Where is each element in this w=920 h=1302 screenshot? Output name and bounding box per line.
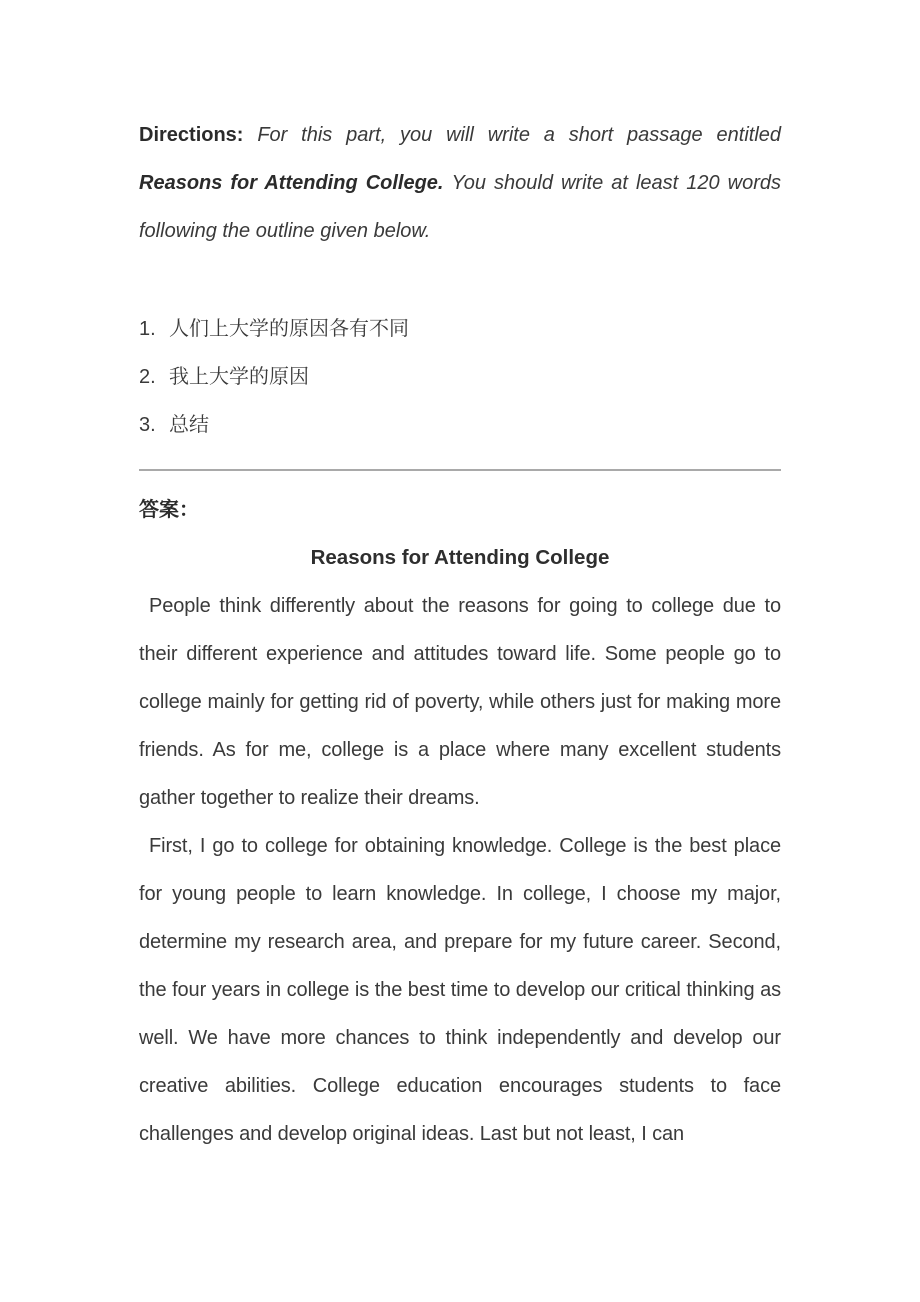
answer-section — [139, 486, 781, 1158]
section-divider — [139, 469, 781, 471]
outline-item-3-number: 3. — [139, 414, 156, 436]
essay-paragraph-1: People think differently about the reasons for going to college due to their different experience and attitudes toward life. Some people go to college mainly for getting rid of poverty, while others just for making more friends. As for me, college is a place where many excellent students gather together to realize their dreams. — [139, 595, 781, 809]
essay-paragraph-2: First, I go to college for obtaining knowledge. College is the best place for young people to learn knowledge. In college, I choose my major, determine my research area, and prepare for my future career. Second, the four years in college is the best time to develop our critical thinking as well. We have more chances to think independently and develop our creative abilities. College education encourages students to face challenges and develop original ideas. Last but not least, I can — [139, 835, 781, 1145]
outline-item-1 — [139, 305, 781, 353]
outline-list — [139, 305, 781, 449]
outline-item-3 — [139, 401, 781, 449]
outline-item-2 — [139, 353, 781, 401]
outline-item-2-number: 2. — [139, 366, 156, 388]
outline-item-1-text: 人们上大学的原因各有不同 — [169, 318, 409, 340]
directions-label: Directions: — [139, 124, 244, 146]
outline-item-3-text: 总结 — [169, 414, 209, 436]
directions-rest-text: You should write at least 120 words following the outline given below. — [139, 172, 781, 242]
directions-paragraph — [139, 111, 781, 255]
outline-item-2-text: 我上大学的原因 — [169, 366, 309, 388]
directions-intro-text: For this part, you will write a short passage entitled — [257, 124, 782, 146]
answer-label: 答案： — [139, 499, 199, 521]
outline-item-1-number: 1. — [139, 318, 156, 340]
directions-essay-title: Reasons for Attending College. — [139, 172, 444, 194]
essay-title: Reasons for Attending College — [310, 546, 610, 569]
